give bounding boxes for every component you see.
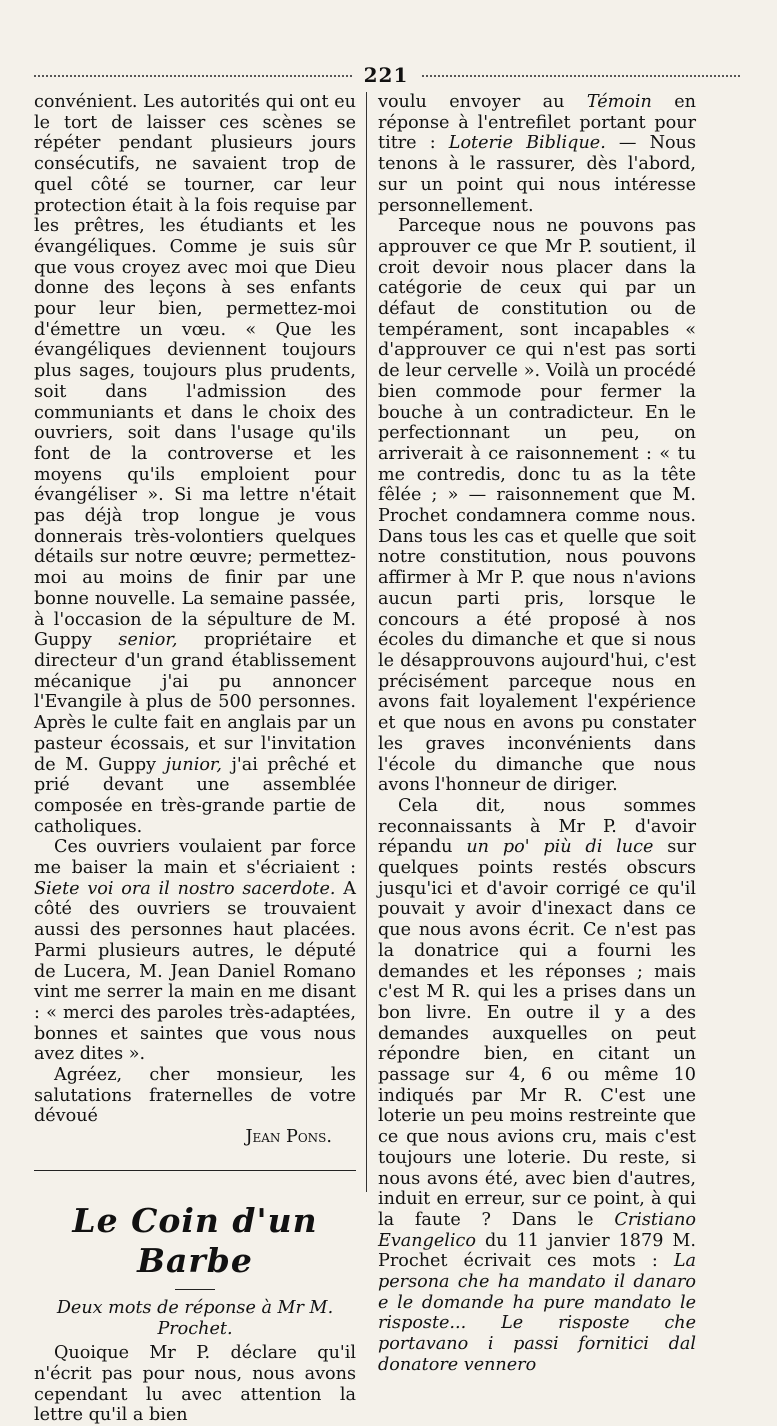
right-paragraph-2: Parceque nous ne pouvons pas approuver ce que Mr P. soutient, il croit devoir nous placer dans la catégorie de ceux qui par un défaut de constitution ou de tempérament, sont incapables « d'approuver ce qui n'est pas sorti de leur cervelle ». Voilà un procédé bien commode pour fermer la bouche à un contradicteur. En le perfectionnant un peu, on arriverait à ce raisonnement : « tu me contredis, donc tu as la tête fêlée ; » — raisonnement que M. Prochet condamnera comme nous. Dans tous les cas et quelle que soit notre constitution, nous pouvons affirmer à Mr P. que nous n'avions aucun parti pris, lorsque le concours a été proposé à nos écoles du dimanche et que si nous le désapprouvons aujourd'hui, c'est précisément parceque nous en avons fait loyalement l'expérience et que nous en avons pu constater les graves inconvénients dans l'école du dimanche que nous avons l'honneur de diriger. [378,216,696,796]
section-separator [34,1170,356,1171]
left-column [34,92,356,1426]
page-number: 221 [363,63,409,87]
header-rule-left [34,75,352,77]
signature: Jean Pons. [245,1127,332,1148]
header-rule-right [422,75,740,77]
right-paragraph-3: Cela dit, nous sommes reconnaissants à Mr P. d'avoir répandu un po' più di luce sur quelques points restés obscurs jusqu'ici et d'avoir corrigé ce qu'il pouvait y avoir d'inexact dans ce que nous avons écrit. Ce n'est pas la donatrice qui a fourni les demandes et les réponses ; mais c'est M R. qui les a prises dans un bon livre. En outre il y a des demandes auxquelles on peut répondre bien, en citant un passage sur 4, 6 ou même 10 indiqués par Mr R. C'est une loterie un peu moins restreinte que ce que nous avions cru, mais c'est toujours une loterie. Du reste, si nous avons été, avec bien d'autres, induit en erreur, sur ce point, à qui la faute ? Dans le Cristiano Evangelico du 11 janvier 1879 M. Prochet écrivait ces mots : La persona che ha mandato il danaro e le domande ha pure mandato le risposte... Le risposte che portavano i passi fornitici dal donatore vennero [378,795,697,1375]
section-title: Le Coin d'un Barbe [72,1200,318,1280]
left-paragraph-2: Ces ouvriers voulaient par force me baiser la main et s'écriaient : Siete voi ora il nostro sacerdote. A côté des ouvriers se trouvaient aussi des personnes haut placées. Parmi plusieurs autres, le député de Lucera, M. Jean Daniel Romano vint me serrer la main en me disant : « merci des paroles très-adaptées, bonnes et saintes que vous nous avez dites ». [34,837,357,1065]
title-underline [175,1289,215,1290]
column-divider [366,92,367,1192]
page-header [34,60,740,90]
left-paragraph-3: Agréez, cher monsieur, les salutations fraternelles de votre dévoué [34,1065,356,1127]
left-paragraph-4: Quoique Mr P. déclare qu'il n'écrit pas pour nous, nous avons cependant lu avec attention la lettre qu'il a bien [34,1343,356,1426]
section-subtitle: Deux mots de réponse à Mr M. Prochet. [56,1297,334,1339]
right-paragraph-1: voulu envoyer au Témoin en réponse à l'entrefilet portant pour titre : Loterie Biblique. — Nous tenons à le rassurer, dès l'abord, sur un point qui nous intéresse personnellement. [378,92,696,216]
right-column [378,92,696,1376]
left-paragraph-1: convénient. Les autorités qui ont eu le tort de laisser ces scènes se répéter pendant plusieurs jours consécutifs, ne savaient trop de quel côté se tourner, car leur protection était à la fois requise par les prêtres, les étudiants et les évangéliques. Comme je suis sûr que vous croyez avec moi que Dieu donne des leçons à ses enfants pour leur bien, permettez-moi d'émettre un vœu. « Que les évangéliques deviennent toujours plus sages, toujours plus prudents, soit dans l'admission des communiants et dans le choix des ouvriers, soit dans l'usage qu'ils font de la controverse et les moyens qu'ils emploient pour évangéliser ». Si ma lettre n'était pas déjà trop longue je vous donnerais très-volontiers quelques détails sur notre œuvre; permettez-moi au moins de finir par une bonne nouvelle. La semaine passée, à l'occasion de la sépulture de M. Guppy senior, propriétaire et directeur d'un grand établissement mécanique j'ai pu annoncer l'Evangile à plus de 500 personnes. Après le culte fait en anglais par un pasteur écossais, et sur l'invitation de M. Guppy junior, j'ai prêché et prié devant une assemblée composée en très-grande partie de catholiques. [34,92,357,837]
